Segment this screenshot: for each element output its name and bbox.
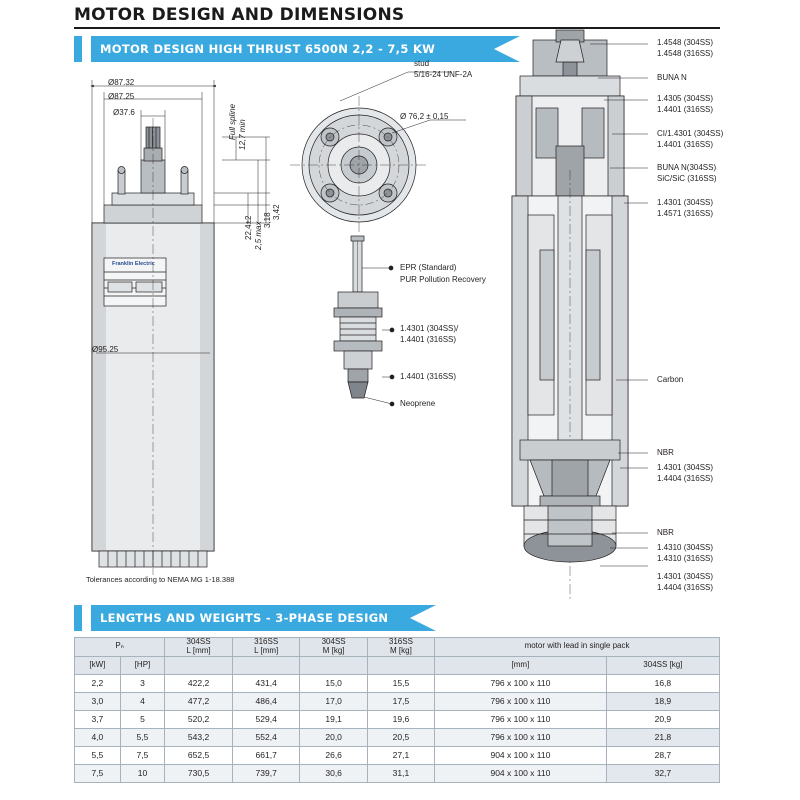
cell-pack-mm: 904 x 100 x 110 [435,746,607,764]
table-row [75,674,720,692]
callout-c6-line1: 1.4301 (304SS) [657,198,714,207]
banner-label-2: LENGTHS AND WEIGHTS - 3-PHASE DESIGN [100,611,389,625]
cell-pack-mm: 796 x 100 x 110 [435,728,607,746]
nameplate-brand: Franklin Electric [112,261,155,267]
table-row [75,692,720,710]
callout-c3-line2: 1.4401 (316SS) [657,105,714,114]
header-m316-a: 316SS [388,637,413,646]
banner-accent-bar-2 [82,605,91,631]
header-m316-spacer [367,656,434,674]
callout-c4-line2: 1.4401 (316SS) [657,140,714,149]
header-hp: [HP] [120,656,165,674]
cell-pack-kg: 28,7 [606,746,719,764]
dim-diameter-8732: Ø87.32 [108,78,135,87]
header-pack-kg: 304SS [kg] [606,656,719,674]
page-title: MOTOR DESIGN AND DIMENSIONS [74,5,405,25]
header-l304-a: 304SS [186,637,211,646]
callout-c11-line2: 1.4310 (316SS) [657,554,714,563]
header-m304 [300,638,367,657]
cell-l304: 477,2 [165,692,233,710]
cell-hp: 7,5 [120,746,165,764]
table-body [75,674,720,782]
cell-kw: 3,7 [75,710,121,728]
cell-kw: 5,5 [75,746,121,764]
header-l316-a: 316SS [254,637,279,646]
cell-pack-kg: 21,8 [606,728,719,746]
header-pack: motor with lead in single pack [435,638,720,657]
header-pn: Pₙ [75,638,165,657]
callout-c10-line1: NBR [657,528,674,537]
header-m304-spacer [300,656,367,674]
cell-pack-kg: 18,9 [606,692,719,710]
dim-full-spline: Full spline [228,103,237,140]
stud-spec: 5/16-24 UNF-2A [414,70,473,79]
cell-hp: 10 [120,764,165,782]
header-l304-b: L [mm] [186,645,211,655]
cell-pack-kg: 16,8 [606,674,719,692]
callout-c2-line1: BUNA N [657,73,687,82]
header-m304-b: M [kg] [322,645,345,655]
callout-c7-line1: Carbon [657,375,684,384]
banner-label: MOTOR DESIGN HIGH THRUST 6500N 2,2 - 7,5 KW [100,42,436,56]
callout-c5-line2: SiC/SiC (316SS) [657,174,717,183]
cell-pack-kg: 20,9 [606,710,719,728]
cell-m304: 19,1 [300,710,367,728]
table-header-row-2 [75,656,720,674]
dim-25-max: 2,5 max [254,221,263,250]
cell-m316: 31,1 [367,764,434,782]
cell-l304: 543,2 [165,728,233,746]
cell-m304: 17,0 [300,692,367,710]
callout-epr: EPR (Standard) [400,263,457,272]
callout-pur: PUR Pollution Recovery [400,275,486,284]
cell-pack-kg: 32,7 [606,764,719,782]
dim-127-min: 12,7 min [238,119,247,150]
callout-c9-line1: 1.4301 (304SS) [657,463,714,472]
callout-material-1: 1.4301 (304SS)/ [400,324,459,333]
callout-c3-line1: 1.4305 (304SS) [657,94,714,103]
header-l304 [165,638,233,657]
bolt-circle-dim: Ø 76,2 ± 0,15 [400,112,449,121]
header-m304-a: 304SS [321,637,346,646]
table-row [75,728,720,746]
cell-l304: 520,2 [165,710,233,728]
callout-c12-line1: 1.4301 (304SS) [657,572,714,581]
cell-l304: 422,2 [165,674,233,692]
cell-m316: 27,1 [367,746,434,764]
callout-material-3: 1.4401 (316SS) [400,372,457,381]
table-row [75,746,720,764]
dim-318: 3,18 [263,212,272,228]
cell-pack-mm: 796 x 100 x 110 [435,710,607,728]
dim-diameter-376: Ø37.6 [113,108,135,117]
table-row [75,710,720,728]
table-header-row-1 [75,638,720,657]
cell-l316: 661,7 [232,746,300,764]
lengths-weights-table [74,637,720,783]
cell-l316: 486,4 [232,692,300,710]
cell-m316: 17,5 [367,692,434,710]
cell-m304: 15,0 [300,674,367,692]
cell-l304: 730,5 [165,764,233,782]
callout-neoprene: Neoprene [400,399,436,408]
cell-m304: 26,6 [300,746,367,764]
cell-m316: 19,6 [367,710,434,728]
cell-l316: 552,4 [232,728,300,746]
dim-342: 3,42 [272,204,281,220]
cell-hp: 5 [120,710,165,728]
stud-label: stud [414,59,430,68]
cell-l316: 529,4 [232,710,300,728]
banner-arrow-2 [410,605,436,631]
callout-material-2: 1.4401 (316SS) [400,335,457,344]
dim-224: 22,4±2 [244,215,253,240]
callout-c11-line1: 1.4310 (304SS) [657,543,714,552]
callout-c1-line2: 1.4548 (316SS) [657,49,714,58]
callout-c5-line1: BUNA N(304SS) [657,163,717,172]
tolerance-note: Tolerances according to NEMA MG 1-18.388 [86,575,235,584]
cell-pack-mm: 796 x 100 x 110 [435,674,607,692]
cell-hp: 4 [120,692,165,710]
header-l316 [232,638,300,657]
cell-m304: 20,0 [300,728,367,746]
cell-kw: 4,0 [75,728,121,746]
section-banner-lengths-weights [74,605,410,631]
dim-diameter-9525: Ø95.25 [92,345,119,354]
header-pack-mm: [mm] [435,656,607,674]
cell-l316: 739,7 [232,764,300,782]
cell-pack-mm: 796 x 100 x 110 [435,692,607,710]
header-m316-b: M [kg] [390,645,412,655]
callout-c4-line1: CI/1.4301 (304SS) [657,129,724,138]
cell-l304: 652,5 [165,746,233,764]
cell-m316: 15,5 [367,674,434,692]
header-l316-b: L [mm] [254,645,279,655]
cell-kw: 7,5 [75,764,121,782]
dim-diameter-8725: Ø87.25 [108,92,135,101]
cell-kw: 2,2 [75,674,121,692]
cell-l316: 431,4 [232,674,300,692]
callout-c8-line1: NBR [657,448,674,457]
cell-m316: 20,5 [367,728,434,746]
header-kw: [kW] [75,656,121,674]
header-l304-spacer [165,656,233,674]
header-m316 [367,638,434,657]
cell-hp: 5,5 [120,728,165,746]
cell-hp: 3 [120,674,165,692]
callout-c12-line2: 1.4404 (316SS) [657,583,714,592]
callout-c1-line1: 1.4548 (304SS) [657,38,714,47]
callout-c9-line2: 1.4404 (316SS) [657,474,714,483]
cell-m304: 30,6 [300,764,367,782]
callout-c6-line2: 1.4571 (316SS) [657,209,714,218]
cell-kw: 3,0 [75,692,121,710]
table-row [75,764,720,782]
header-l316-spacer [232,656,300,674]
cell-pack-mm: 904 x 100 x 110 [435,764,607,782]
